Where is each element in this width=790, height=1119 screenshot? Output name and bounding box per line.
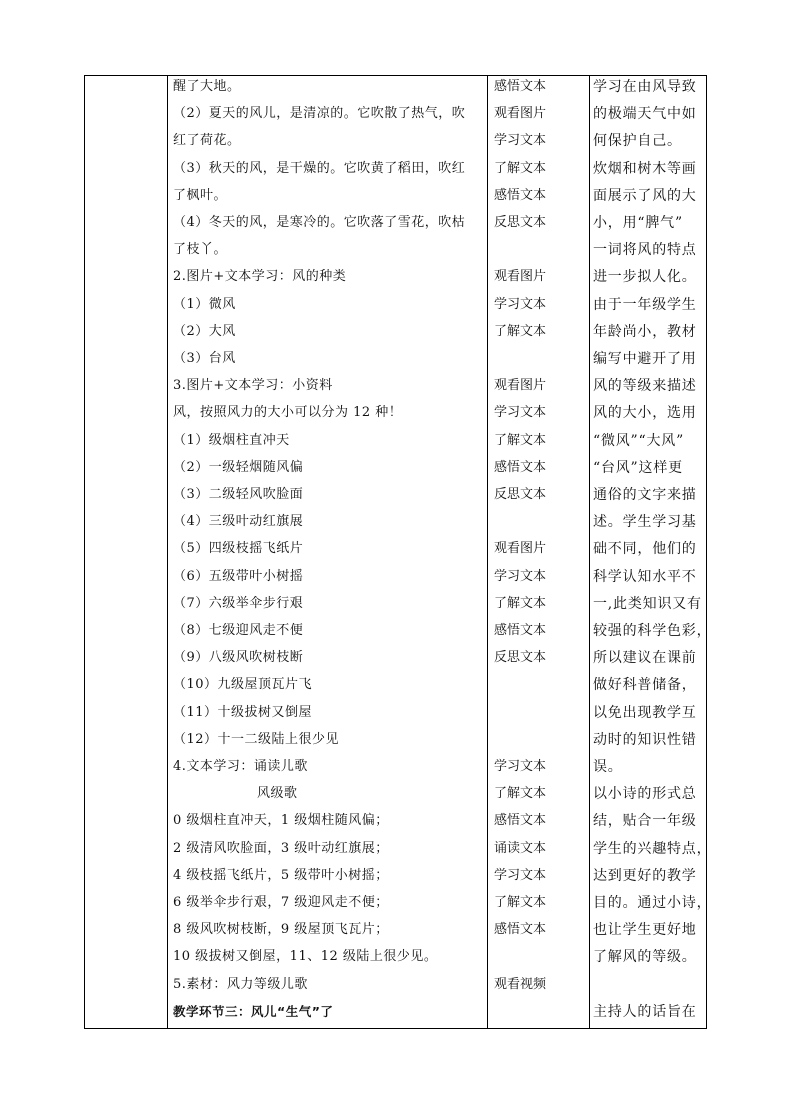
activity-label: 了解文本	[494, 160, 547, 176]
intent-line: 由于一年级学生	[593, 296, 697, 313]
intent-line: 进一步拟人化。	[593, 269, 697, 286]
intent-line: 何保护自己。	[593, 133, 682, 150]
activity-label: 反思文本	[494, 487, 547, 502]
activity-label: 感悟文本	[494, 922, 547, 938]
activity-label: 感悟文本	[494, 187, 547, 203]
intent-line: 也让学生更好地	[593, 922, 697, 939]
content-line: 了枫叶。	[173, 187, 228, 203]
content-line: 风，按照风力的大小可以分为 12 种！	[173, 405, 403, 421]
intent-line: 学生的兴趣特点，	[593, 840, 712, 857]
content-line: 6 级举伞步行艰，7 级迎风走不便；	[173, 895, 389, 910]
intent-line: 述。学生学习基	[593, 514, 697, 531]
content-line: 4.文本学习：诵读儿歌	[173, 759, 308, 774]
intent-line: 目的。通过小诗，	[593, 895, 712, 911]
intent-line: 以小诗的形式总	[593, 786, 697, 803]
content-line: 10 级拔树又倒屋，11、12 级陆上很少见。	[173, 949, 438, 965]
content-line: （2）一级轻烟随风偏	[173, 459, 304, 475]
lesson-plan-table	[84, 75, 712, 1029]
intent-line: 达到更好的教学	[593, 867, 697, 884]
content-line: （3）秋天的风，是干燥的。它吹黄了稻田，吹红	[173, 160, 466, 176]
content-line: 2.图片+文本学习：风的种类	[173, 269, 347, 285]
intent-line: 以免出现教学互	[593, 704, 697, 721]
activity-label: 学习文本	[494, 296, 547, 312]
content-line: （3）台风	[173, 351, 236, 366]
content-line: （3）二级轻风吹脸面	[173, 487, 304, 502]
content-line: （8）七级迎风走不便	[173, 623, 304, 638]
activity-label: 感悟文本	[494, 459, 547, 475]
content-line: （10）九级屋顶瓦片飞	[173, 677, 313, 693]
intent-line: 年龄尚小，教材	[593, 323, 697, 340]
content-line: （5）四级枝摇飞纸片	[173, 541, 304, 557]
column-divider	[167, 76, 168, 1028]
intent-line: 一,此类知识又有	[593, 595, 702, 612]
intent-line: 了解风的等级。	[593, 949, 697, 966]
content-line: （1）微风	[173, 296, 236, 312]
intent-line: 风的等级来描述	[593, 378, 697, 395]
content-line: （7）六级举伞步行艰	[173, 595, 304, 611]
activity-label: 观看图片	[494, 378, 547, 394]
content-line: 醒了大地。	[173, 79, 241, 94]
activity-label: 学习文本	[494, 759, 547, 774]
activity-label: 学习文本	[494, 568, 547, 584]
content-line: 3.图片+文本学习：小资料	[173, 378, 333, 394]
content-line: 4 级枝摇飞纸片，5 级带叶小树摇；	[173, 867, 389, 883]
activity-label: 观看图片	[494, 106, 547, 122]
intent-line: 小，用“脾气”	[593, 215, 683, 231]
activity-label: 了解文本	[494, 595, 547, 611]
intent-line: 一词将风的特点	[593, 242, 697, 259]
content-line: 8 级风吹树枝断，9 级屋顶飞瓦片；	[173, 922, 389, 938]
intent-line: 动时的知识性错	[593, 731, 697, 748]
activity-label: 学习文本	[494, 405, 547, 421]
intent-line: 学习在由风导致	[593, 79, 697, 95]
intent-line: 炊烟和树木等画	[593, 160, 697, 177]
column-divider	[589, 76, 590, 1028]
activity-label: 学习文本	[494, 867, 547, 883]
content-line: （12）十一二级陆上很少见	[173, 731, 340, 747]
intent-line: 的极端天气中如	[593, 106, 697, 123]
intent-line: “微风”“大风”	[593, 432, 685, 449]
intent-line: 所以建议在课前	[593, 650, 697, 667]
activity-label: 感悟文本	[494, 623, 547, 638]
activity-label: 了解文本	[494, 786, 547, 802]
activity-label: 了解文本	[494, 432, 547, 448]
activity-label: 反思文本	[494, 650, 547, 666]
intent-line: 主持人的话旨在	[593, 1003, 697, 1020]
content-line: （1）级烟柱直冲天	[173, 432, 290, 448]
activity-label: 反思文本	[494, 215, 547, 230]
content-line: 红了荷花。	[173, 133, 241, 149]
content-line: 0 级烟柱直冲天，1 级烟柱随风偏；	[173, 813, 389, 829]
content-line: 了枝丫。	[173, 242, 228, 258]
activity-label: 感悟文本	[494, 79, 547, 94]
intent-line: 编写中避开了用	[593, 351, 697, 367]
content-line: 教学环节三：风儿“生气”了	[173, 1003, 334, 1019]
intent-line: 面展示了风的大	[593, 187, 697, 204]
activity-label: 观看视频	[494, 976, 547, 992]
content-line: （9）八级风吹树枝断	[173, 650, 304, 666]
content-line: （2）夏天的风儿，是清凉的。它吹散了热气，吹	[173, 106, 466, 122]
intent-line: 风的大小，选用	[593, 405, 697, 422]
content-line: （4）冬天的风，是寒冷的。它吹落了雪花，吹枯	[173, 215, 466, 230]
intent-line: 础不同，他们的	[593, 541, 697, 558]
intent-line: 科学认知水平不	[593, 568, 697, 585]
content-line: （2）大风	[173, 323, 236, 339]
activity-label: 感悟文本	[494, 813, 547, 829]
activity-label: 观看图片	[494, 541, 547, 557]
intent-line: 结，贴合一年级	[593, 813, 697, 830]
content-line: 5.素材：风力等级儿歌	[173, 976, 308, 992]
activity-label: 观看图片	[494, 269, 547, 285]
content-line: 2 级清风吹脸面，3 级叶动红旗展；	[173, 840, 389, 856]
content-line: （6）五级带叶小树摇	[173, 568, 304, 584]
activity-label: 学习文本	[494, 133, 547, 149]
intent-line: 误。	[593, 759, 623, 775]
content-line: （11）十级拔树又倒屋	[173, 704, 313, 720]
content-line: 风级歌	[257, 786, 298, 802]
column-divider	[487, 76, 488, 1028]
intent-line: “台风”这样更	[593, 459, 683, 476]
activity-label: 诵读文本	[494, 840, 547, 856]
content-line: （4）三级叶动红旗展	[173, 514, 304, 530]
activity-label: 了解文本	[494, 323, 547, 339]
intent-line: 通俗的文字来描	[593, 487, 697, 503]
intent-line: 较强的科学色彩，	[593, 623, 712, 639]
activity-label: 了解文本	[494, 895, 547, 910]
intent-line: 做好科普储备，	[593, 677, 697, 694]
